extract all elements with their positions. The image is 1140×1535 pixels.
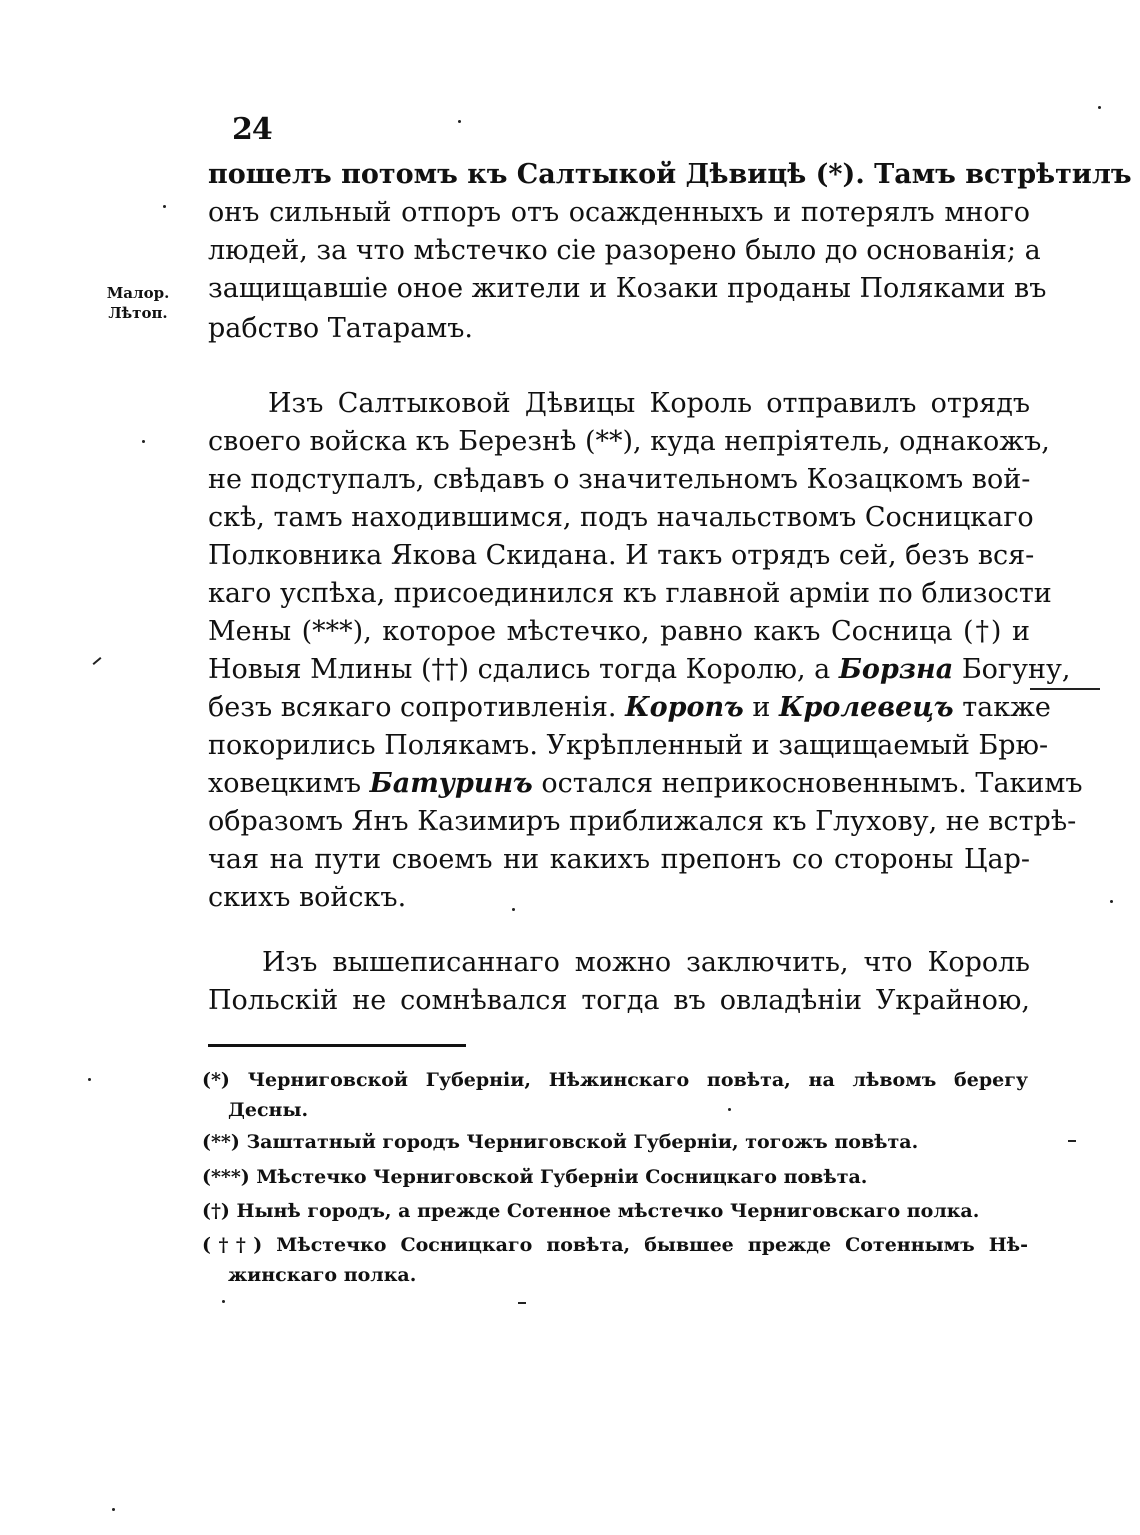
page-number: 24 <box>232 112 272 147</box>
text-line: своего войска къ Березнѣ (**), куда непріятель, однакожъ, <box>208 426 1050 457</box>
text-line: защищавшіе оное жители и Козаки проданы Поляками въ <box>208 273 1047 304</box>
text-segment: безъ всякаго сопротивленія. <box>208 692 617 723</box>
margin-note-line: Малор. <box>106 284 170 302</box>
text-line: чая на пути своемъ ни какихъ препонъ со стороны Цар- <box>208 844 1030 875</box>
margin-note <box>98 283 178 323</box>
italic-place-name: Батуринъ <box>369 768 533 799</box>
footnote: (***) Мѣстечко Черниговской Губерніи Сосницкаго повѣта. <box>202 1166 868 1188</box>
text-line: Польскій не сомнѣвался тогда въ овладѣніи Украйною, <box>208 985 1030 1016</box>
text-line: пошелъ потомъ къ Салтыкой Дѣвицѣ (*). Тамъ встрѣтилъ <box>208 159 1132 190</box>
text-line: Мены (***), которое мѣстечко, равно какъ Сосница (†) и <box>208 616 1030 647</box>
footnote-continuation: Десны. <box>228 1099 309 1121</box>
italic-place-name: Борзна <box>838 654 954 685</box>
scan-speck <box>88 1078 91 1081</box>
text-line: рабство Татарамъ. <box>208 313 474 344</box>
text-line: скѣ, тамъ находившимся, подъ начальствомъ Сосницкаго <box>208 502 1034 533</box>
scan-speck <box>728 1108 731 1111</box>
footnote: (††) Мѣстечко Сосницкаго повѣта, бывшее прежде Сотеннымъ Нѣ- <box>202 1234 1028 1256</box>
text-line: Изъ Салтыковой Дѣвицы Король отправилъ отрядъ <box>268 388 1030 419</box>
footnote: (†) Нынѣ городъ, а прежде Сотенное мѣстечко Черниговскаго полка. <box>202 1200 980 1222</box>
scan-mark <box>1068 1140 1076 1142</box>
footnote-continuation: жинскаго полка. <box>228 1264 417 1286</box>
text-line: скихъ войскъ. <box>208 882 407 913</box>
text-line: Изъ вышеписаннаго можно заключить, что Король <box>262 947 1030 978</box>
text-line: не подступалъ, свѣдавъ о значительномъ Козацкомъ вой- <box>208 464 1031 495</box>
text-line: людей, за что мѣстечко сіе разорено было до основанія; а <box>208 235 1041 266</box>
text-segment: Новыя Млины (††) сдались тогда Королю, а <box>208 654 831 685</box>
italic-place-name: Коропъ <box>625 692 744 723</box>
text-line <box>208 651 1071 689</box>
footnote: (**) Заштатный городъ Черниговской Губерніи, тогожъ повѣта. <box>202 1131 919 1153</box>
scan-speck <box>1098 106 1101 109</box>
text-line: Полковника Якова Скидана. И такъ отрядъ сей, безъ вся- <box>208 540 1035 571</box>
text-line: образомъ Янъ Казимиръ приближался къ Глухову, не встрѣ- <box>208 806 1077 837</box>
text-line <box>208 689 1051 727</box>
text-segment: ховецкимъ <box>208 768 362 799</box>
text-segment: остался неприкосновеннымъ. Такимъ <box>541 768 1083 799</box>
footnote-separator <box>208 1044 466 1047</box>
scan-speck <box>458 120 461 123</box>
text-line: покорились Полякамъ. Укрѣпленный и защищаемый Брю- <box>208 730 1049 761</box>
scan-speck <box>142 440 145 443</box>
text-line <box>208 765 1083 803</box>
margin-note-line: Лѣтоп. <box>108 304 168 322</box>
scan-mark <box>1030 688 1100 690</box>
text-line: каго успѣха, присоединился къ главной арміи по близости <box>208 578 1052 609</box>
text-segment: Богуну, <box>961 654 1071 685</box>
scan-speck <box>112 1508 115 1511</box>
scan-speck <box>163 205 166 208</box>
scan-mark <box>93 657 102 665</box>
scan-speck <box>512 908 515 911</box>
text-segment: и <box>752 692 771 723</box>
text-segment: также <box>962 692 1051 723</box>
footnote: (*) Черниговской Губерніи, Нѣжинскаго повѣта, на лѣвомъ берегу <box>202 1069 1028 1091</box>
scan-speck <box>222 1300 225 1303</box>
italic-place-name: Кролевецъ <box>778 692 954 723</box>
scan-speck <box>1110 900 1113 903</box>
text-line: онъ сильный отпоръ отъ осажденныхъ и потерялъ много <box>208 197 1030 228</box>
scan-mark <box>518 1302 526 1304</box>
